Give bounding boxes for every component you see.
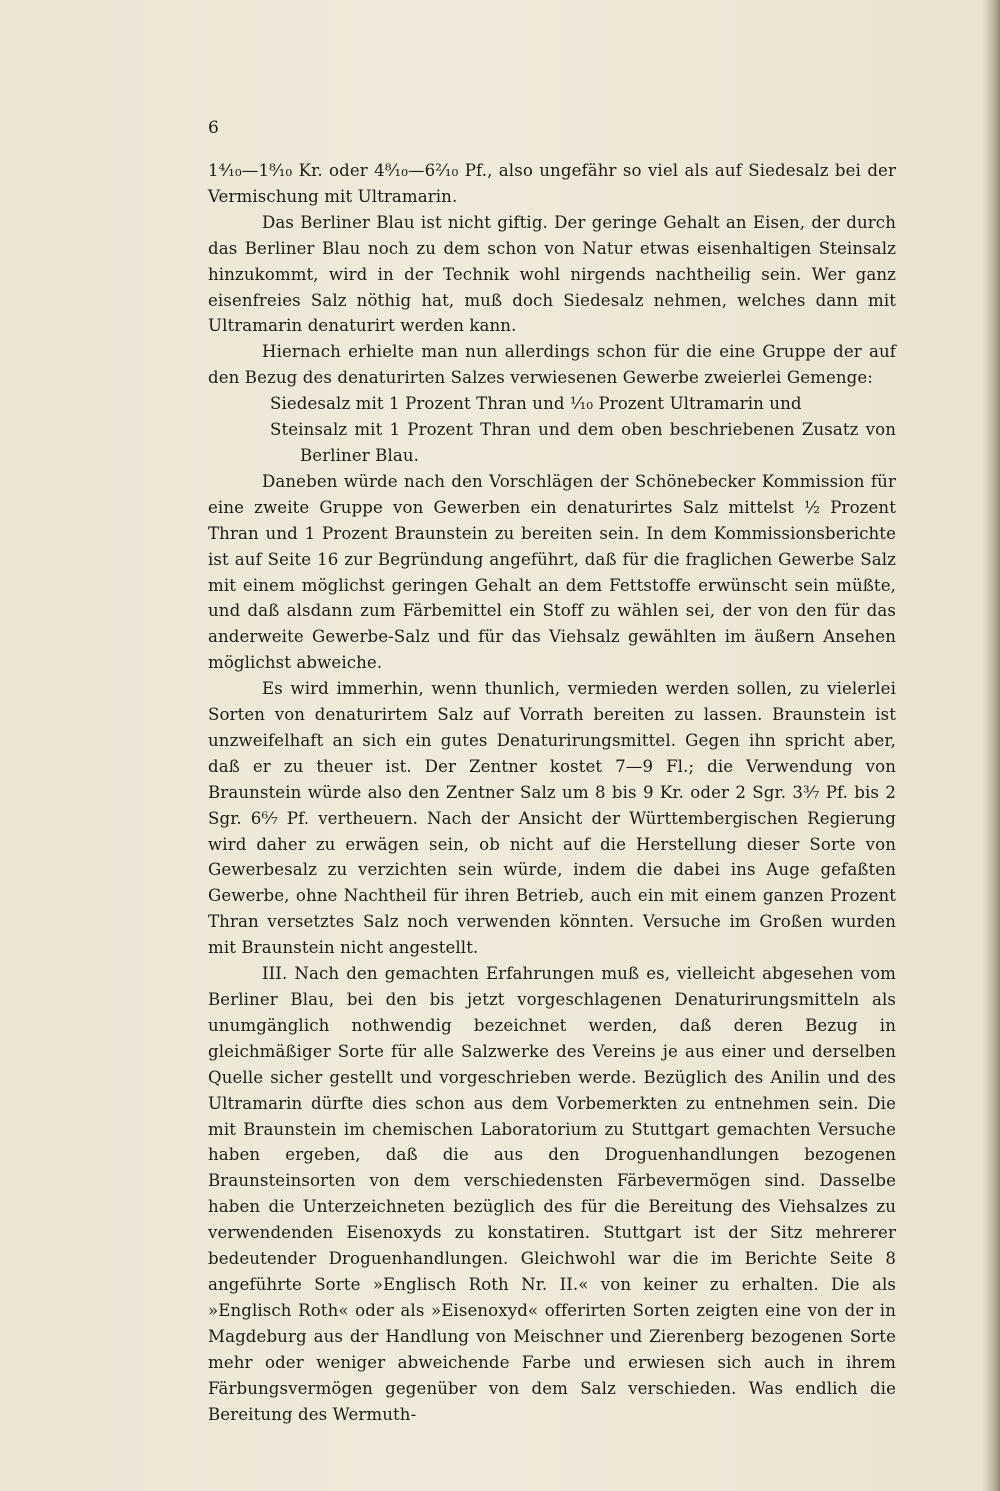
mixture-line: Steinsalz mit 1 Prozent Thran und dem oben beschriebenen Zusatz von Berliner Blau. [270, 420, 896, 465]
paragraph: 1⁴⁄₁₀—1⁸⁄₁₀ Kr. oder 4⁸⁄₁₀—6²⁄₁₀ Pf., also ungefähr so viel als auf Siedesalz bei der Vermischung mit Ultramarin. [208, 161, 896, 206]
paragraph: Hiernach erhielte man nun allerdings schon für die eine Gruppe der auf den Bezug des denaturirten Salzes verwiesenen Gewerbe zweierlei Gemenge: [208, 342, 896, 388]
page-edge-shadow [982, 0, 1000, 1491]
mixture-line: Siedesalz mit 1 Prozent Thran und ¹⁄₁₀ Prozent Ultramarin und [270, 394, 802, 414]
body-text [208, 158, 896, 1427]
page-number: 6 [208, 118, 219, 138]
paragraph: Daneben würde nach den Vorschlägen der Schönebecker Kommission für eine zweite Gruppe von Gewerben ein denaturirtes Salz mittelst ½ Prozent Thran und 1 Prozent Braunstein zu bereiten sein. In dem Kommissionsberichte ist auf Seite 16 zur Begründung angeführt, daß für die fraglichen Gewerbe Salz mit einem möglichst geringen Gehalt an dem Fettstoffe erwünscht sein müßte, und daß alsdann zum Färbemittel ein Stoff zu wählen sei, der von den für das anderweite Gewerbe-Salz und für das Viehsalz gewählten im äußern Ansehen möglichst abweiche. [208, 471, 896, 673]
paragraph: III. Nach den gemachten Erfahrungen muß es, vielleicht abgesehen vom Berliner Blau, bei den bis jetzt vorgeschlagenen Denaturirungsmitteln als unumgänglich nothwendig bezeichnet werden, daß deren Bezug in gleichmäßiger Sorte für alle Salzwerke des Vereins je aus einer und derselben Quelle sicher gestellt und vorgeschrieben werde. Bezüglich des Anilin und des Ultramarin dürfte dies schon aus dem Vorbemerkten zu entnehmen sein. Die mit Braunstein im chemischen Laboratorium zu Stuttgart gemachten Versuche haben ergeben, daß die aus den Droguenhandlungen bezogenen Braunsteinsorten von dem verschiedensten Färbevermögen sind. Dasselbe haben die Unterzeichneten bezüglich des für die Bereitung des Viehsalzes zu verwendenden Eisenoxyds zu konstatiren. Stuttgart ist der Sitz mehrerer bedeutender Droguenhandlungen. Gleichwohl war die im Berichte Seite 8 angeführte Sorte »Englisch Roth Nr. II.« von keiner zu erhalten. Die als »Englisch Roth« oder als »Eisenoxyd« offerirten Sorten zeigten eine von der in Magdeburg aus der Handlung von Meischner und Zierenberg bezogenen Sorte mehr oder weniger abweichende Farbe und erwiesen sich auch in ihrem Färbungsvermögen gegenüber von dem Salz verschieden. Was endlich die Bereitung des Wermuth- [208, 964, 896, 1424]
paragraph: Das Berliner Blau ist nicht giftig. Der geringe Gehalt an Eisen, der durch das Berliner Blau noch zu dem schon von Natur etwas eisenhaltigen Steinsalz hinzukommt, wird in der Technik wohl nirgends nachtheilig sein. Wer ganz eisenfreies Salz nöthig hat, muß doch Siedesalz nehmen, welches dann mit Ultramarin denaturirt werden kann. [208, 212, 896, 336]
paragraph: Es wird immerhin, wenn thunlich, vermieden werden sollen, zu vielerlei Sorten von denaturirtem Salz auf Vorrath bereiten zu lassen. Braunstein ist unzweifelhaft an sich ein gutes Denaturirungsmittel. Gegen ihn spricht aber, daß er zu theuer ist. Der Zentner kostet 7—9 Fl.; die Verwendung von Braunstein würde also den Zentner Salz um 8 bis 9 Kr. oder 2 Sgr. 3³⁄₇ Pf. bis 2 Sgr. 6⁶⁄₇ Pf. vertheuern. Nach der Ansicht der Württembergischen Regierung wird daher zu erwägen sein, ob nicht auf die Herstellung dieser Sorte von Gewerbesalz zu verzichten sein würde, indem die dabei ins Auge gefaßten Gewerbe, ohne Nachtheil für ihren Betrieb, auch ein mit einem ganzen Prozent Thran versetztes Salz noch verwenden könnten. Versuche im Großen wurden mit Braunstein nicht angestellt. [208, 679, 896, 958]
